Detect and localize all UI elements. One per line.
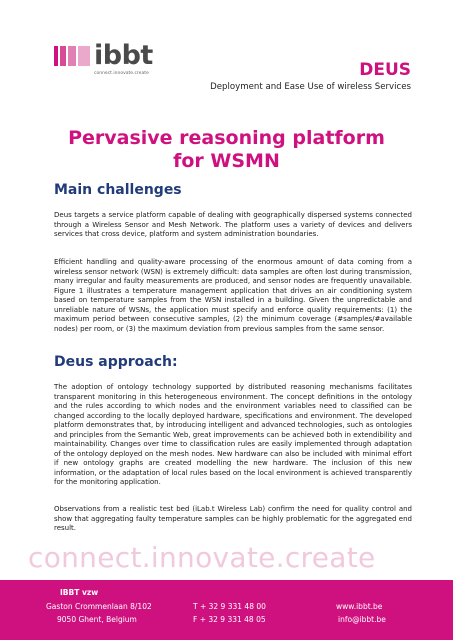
paragraph: Deus targets a service platform capable of dealing with geographically dispersed systems connected through a Wireless Sensor and Mesh Network. The platform uses a variety of devices and delivers services that cross device, platform and system administration boundaries. [54,211,412,238]
footer-street: Gaston Crommenlaan 8/102 [46,602,152,611]
ibbt-logo [54,40,174,80]
section-heading-deus-approach: Deus approach: [54,354,178,370]
footer-fax: F + 32 9 331 48 05 [193,615,266,624]
section-heading-main-challenges: Main challenges [54,182,182,198]
footer-org: IBBT vzw [60,588,99,597]
footer-city: 9050 Ghent, Belgium [57,615,137,624]
page-title-line-2: for WSMN [173,150,280,172]
footer [0,580,453,640]
paragraph: Observations from a realistic test bed (iLab.t Wireless Lab) confirm the need for quality control and show that aggregating faulty temperature samples can be highly problematic for the aggregated end result. [54,505,412,532]
project-name: DEUS [359,60,411,80]
footer-phone: T + 32 9 331 48 00 [193,602,266,611]
footer-email-link[interactable]: info@ibbt.be [338,615,386,624]
ibbt-logo-mark-icon [54,44,92,68]
page-title [0,127,453,173]
paragraph: Efficient handling and quality-aware processing of the enormous amount of data coming from a wireless sensor network (WSN) is extremely difficult: data samples are often lost during transmission, many irregular and faulty measurements are produced, and sensor nodes are frequently unavailable. Figure 1 illustrates a temperature management application that drives an air conditioning system based on temperature samples from the WSN installed in a building. Given the unpredictable and unreliable nature of WSNs, the application must specify and enforce quality requirements: (1) the maximum period between consecutive samples, (2) the minimum coverage (#samples/#available nodes) per room, or (3) the maximum deviation from previous samples from the same sensor. [54,258,412,333]
footer-website-link[interactable]: www.ibbt.be [336,602,383,611]
tagline-watermark: connect.innovate.create [28,541,376,574]
page-title-line-1: Pervasive reasoning platform [68,127,385,149]
logo-wordmark: ibbt [94,40,153,71]
project-subtitle: Deployment and Ease Use of wireless Services [210,82,411,92]
logo-tagline: connect.innovate.create [94,71,149,76]
paragraph: The adoption of ontology technology supported by distributed reasoning mechanisms facilitates transparent monitoring in this heterogeneous environment. The concept definitions in the ontology and the rules according to which nodes and the environment variables need to classified can be changed according to the locally deployed hardware, specifications and environment. The developed platform demonstrates that, by introducing intelligent and advanced technologies, such as ontologies and principles from the Semantic Web, great improvements can be achieved both in extendibility and maintainability. Changes over time to classification rules are easily implemented through adaptation of the ontology deployed on the mesh nodes. New hardware can also be included with minimal effort if new ontology graphs are created modelling the new hardware. The inclusion of this new information, or the adaptation of local rules based on the local environment is achieved transparently for the monitoring application. [54,383,412,486]
